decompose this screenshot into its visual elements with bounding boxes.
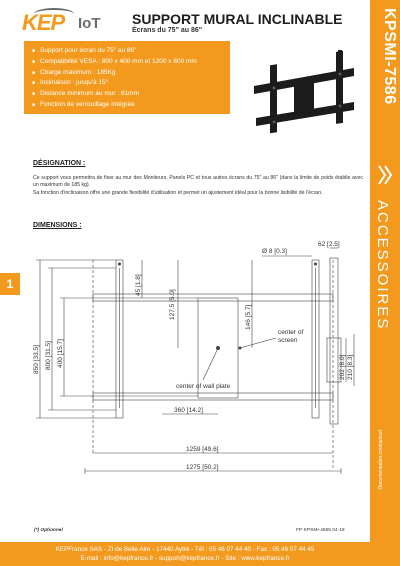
kep-logo [22,10,108,36]
dim-400: 400 [15.7] [57,339,64,368]
center-of-wall-plate-label: center of wall plate [176,383,231,390]
feature-item: ■ Fonction de verrouillage intégrée [32,100,135,108]
bullet-icon: ■ [32,58,36,65]
designation-heading: DÉSIGNATION : [33,160,86,167]
double-chevron-icon [377,164,393,186]
footer-contact: E-mail : info@kepfrance.fr - support@kepfrance.fr - Site : www.kepfrance.fr [80,555,290,562]
sidebar [370,0,400,566]
category-label: ACCESSOIRES [374,200,391,331]
doc-reference: FP-KPSMI-4655 04-19 [296,528,345,533]
feature-item: ■ Compatibilité VESA : 800 x 400 mm et 1200 x 800 mm [32,57,197,65]
dim-1275: 1275 [50.2] [186,464,219,471]
logo-kep-text: KEP [22,10,65,35]
feature-item: ■ Inclinaison : jusqu'à 15° [32,79,109,87]
dim-850: 850 [33.5] [33,345,40,374]
dim-360: 360 [14.2] [174,407,203,414]
bullet-icon: ■ [32,48,36,54]
page-number: 1 [0,273,20,295]
optional-note: (*) Optionnel [34,528,63,533]
product-code: KPSMI-7586 [381,8,398,105]
dim-hole-diameter: Ø 8 [0.3] [262,248,287,255]
dimension-drawing [28,238,360,478]
bullet-icon: ■ [32,101,36,108]
feature-list [24,41,230,111]
bullet-icon: ■ [32,69,36,76]
center-of-screen-label: center of [278,329,304,336]
bullet-icon: ■ [32,80,36,87]
feature-item: ■ Support pour écran du 75" au 86" [32,47,137,54]
bullet-icon: ■ [32,91,36,98]
feature-box [24,41,230,114]
dim-800: 800 [31.5] [45,341,52,370]
dimensions-heading: DIMENSIONS : [33,222,82,229]
dim-1259: 1259 [49.6] [186,446,219,453]
page-title: SUPPORT MURAL INCLINABLE [132,11,343,27]
page-subtitle: Écrans du 75" au 86" [132,27,203,34]
feature-item: ■ Distance minimum au mur : 61mm [32,90,140,98]
dim-mid-height: 146 [5.7] [245,304,252,330]
dim-plate-202: 202 [8.0] [339,354,346,380]
dim-top-to-center: 127.5 [5.0] [169,289,176,320]
footer-address: KEPFrance SAS - ZI de Belle Aire - 17440 Aytré - Tél : 05 46 07 44 40 - Fax : 05 46 07 44 45 [55,546,315,553]
logo-iot-text: IoT [78,15,101,32]
center-of-screen-label-2: screen [278,337,298,344]
dim-plate-210: 210 [8.3] [347,354,354,380]
product-image [250,46,360,146]
doc-note: Documentation contractuel [378,430,384,490]
designation-text [33,175,363,197]
feature-item: ■ Charge maximum : 185Kg [32,68,116,76]
designation-para-2: Sa fonction d'inclinaison offre une grande flexibilité d'utilisation et permet un ajustement idéal pour la bonne lisibilité de l'écran. [33,189,323,196]
designation-para-1: Ce support vous permettra de fixer au mur des Moniteurs, Panels PC et tous autres écrans du 75" au 86" (dans la limite de poids établie avec un maximum de 185 kg). [33,175,363,189]
dim-offset-top: 45 [1.8] [135,274,142,296]
dim-depth: 62 [2.5] [318,241,340,248]
footer [0,542,370,566]
